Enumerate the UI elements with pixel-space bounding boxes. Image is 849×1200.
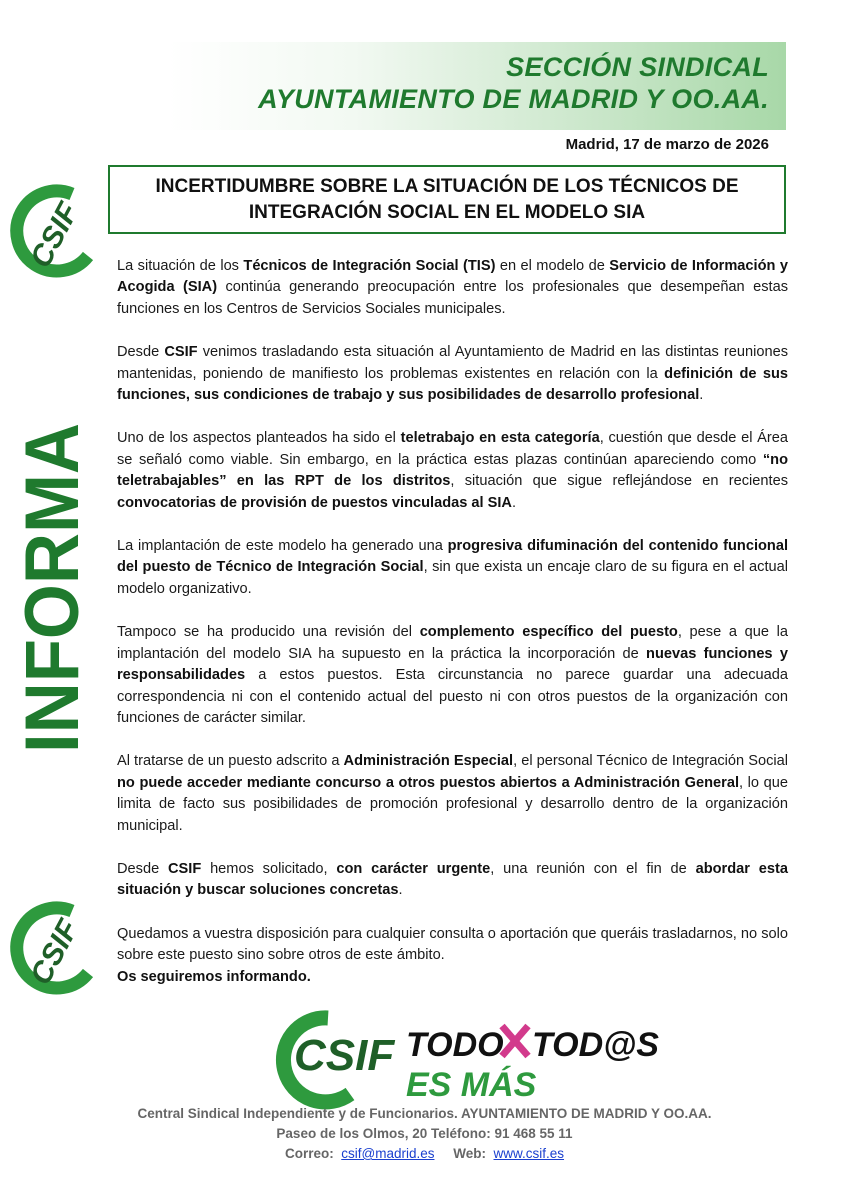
bold-text: con carácter urgente [336,860,491,877]
bold-text: CSIF [168,860,202,877]
text-segment: en el modelo de [495,258,610,274]
text-segment: , cuestión que desde el Área se señaló como viable. Sin embargo, en la práctica estas plazas continúan apareciendo como [117,430,788,468]
bold-text: abordar esta situación y buscar soluciones concretas [117,860,788,899]
informa-text: INFORMA [10,398,95,753]
footer-logo-text: CSIF [294,1031,395,1080]
text-segment: , lo que limita de facto sus posibilidades de promoción profesional y desarrollo dentro de la organización municipal. [117,774,788,834]
text-segment: Al tratarse de un puesto adscrito a [117,753,344,770]
text-segment: , pese a que la implantación del modelo SIA ha supuesto en la práctica la incorporación de [117,624,789,662]
web-label: Web: [453,1146,486,1161]
bold-text: definición de sus funciones, sus condiciones de trabajo y sus posibilidades de desarrollo profesional [117,365,788,404]
csif-logo-icon [6,180,102,280]
section-subtitle: AYUNTAMIENTO DE MADRID Y OO.AA. [258,84,769,114]
bold-text: Administración Especial [343,753,514,770]
paragraph [117,428,788,514]
paragraph [117,859,788,902]
bold-text: teletrabajo en esta categoría [400,430,600,447]
title-box [108,165,786,234]
text-segment: Tampoco se ha producido una revisión del [117,624,420,641]
bold-text: convocatorias de provisión de puestos vinculadas al SIA [117,494,512,511]
magenta-x-icon [502,1026,528,1056]
slogan-es-mas: ES MÁS [406,1066,537,1104]
text-segment: . [699,387,704,404]
text-segment: continúa generando preocupación entre los profesionales que desempeñan estas funciones en los Centros de Servicios Sociales municipales. [117,279,788,317]
bold-text: “no teletrabajables” en las RPT de los distritos [117,451,788,490]
document-body [117,256,788,1010]
text-segment: Uno de los aspectos planteados ha sido el [117,430,401,447]
text-segment: a estos puestos. Esta circunstancia no parece guardar una adecuada correspondencia ni con el contenido actual del puesto ni con otros puestos de la organización con funciones de carácter similar. [117,667,788,726]
bold-text: progresiva difuminación del contenido funcional del puesto de Técnico de Integración Social [117,538,788,576]
title-line-1: INCERTIDUMBRE SOBRE LA SITUACIÓN DE LOS TÉCNICOS DE [155,175,739,197]
bold-text: Servicio de Información y Acogida (SIA) [117,258,788,296]
bold-text: nuevas funciones y responsabilidades [117,645,788,684]
paragraph [117,342,788,406]
slogan-todas: TOD@S [532,1026,659,1064]
text-segment: La implantación de este modelo ha generado una [117,538,448,555]
text-segment: , el personal Técnico de Integración Social [513,753,788,770]
footer-organization: Central Sindical Independiente y de Funcionarios. AYUNTAMIENTO DE MADRID Y OO.AA. [137,1106,712,1121]
text-segment: La situación de los [117,258,244,274]
footer-address: Paseo de los Olmos, 20 Teléfono: 91 468 55 11 [276,1126,573,1141]
bold-text: CSIF [164,344,198,361]
document-date: Madrid, 17 de marzo de 2026 [565,136,769,153]
paragraph [117,622,788,729]
footer-logo-slogan [266,1012,659,1104]
title-line-2: INTEGRACIÓN SOCIAL EN EL MODELO SIA [248,201,646,223]
closing-line: Os seguiremos informando. [117,968,311,985]
text-segment: hemos solicitado, [201,860,337,877]
informa-vertical-label [8,398,95,755]
email-link[interactable]: csif@madrid.es [341,1146,435,1161]
paragraph [117,536,788,600]
slogan-todo: TODO [406,1026,504,1064]
logo-bottom-text: CSIF [24,914,86,991]
paragraph [117,924,788,988]
email-label: Correo: [284,1146,334,1161]
logo-text: CSIF [24,197,86,274]
text-segment: , situación que sigue reflejándose en recientes [450,473,788,490]
web-link[interactable]: www.csif.es [493,1146,565,1161]
bold-text: Técnicos de Integración Social (TIS) [243,258,496,274]
bold-text: no puede acceder mediante concurso a otros puestos abiertos a Administración General [117,774,739,791]
text-segment: , una reunión con el fin de [490,860,696,877]
text-segment: Desde [117,860,168,877]
text-segment: . [511,494,517,511]
text-segment: Quedamos a vuestra disposición para cualquier consulta o aportación que queráis trasladarnos, no solo sobre este puesto sino sobre otros de este ámbito. [117,925,788,964]
csif-logo-bottom-icon [6,897,102,997]
text-segment: Desde [117,344,165,361]
text-segment: venimos trasladando esta situación al Ayuntamiento de Madrid en las distintas reuniones mantenidas, poniendo de manifiesto los problemas existentes en relación con la [117,344,788,382]
text-segment: . [398,882,403,899]
text-segment: , sin que exista un encaje claro de su figura en el actual modelo organizativo. [117,559,788,597]
paragraph [117,751,788,837]
footer-contact [0,1146,849,1161]
bold-text: complemento específico del puesto [419,624,678,641]
paragraph [117,256,788,320]
section-title: SECCIÓN SINDICAL [506,52,769,82]
